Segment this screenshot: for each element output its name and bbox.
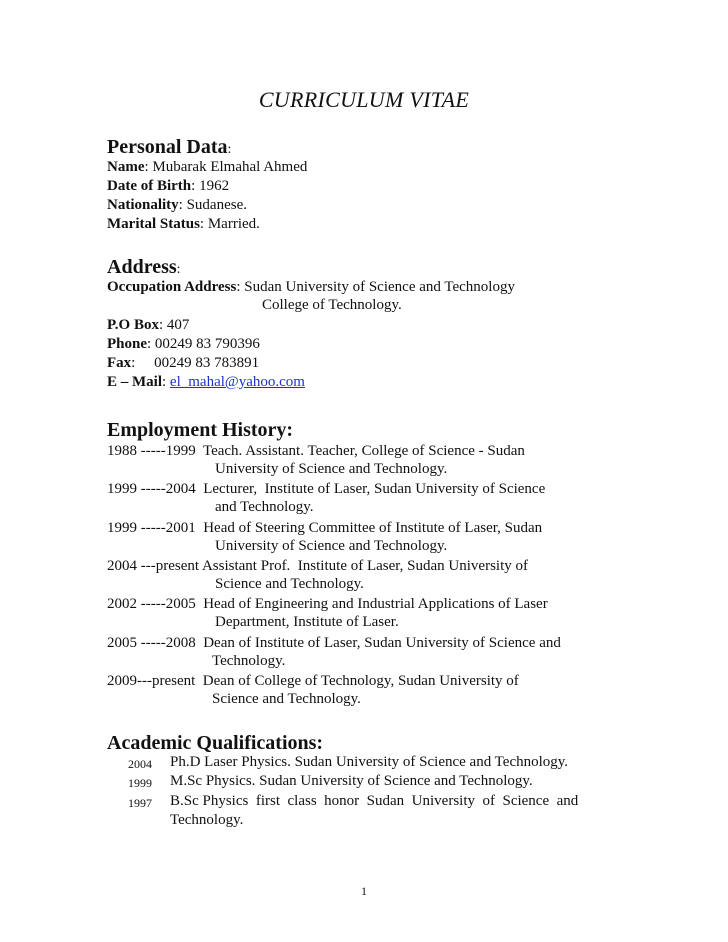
address-heading: [107, 256, 181, 279]
employment-entry-line2: Department, Institute of Laser.: [215, 614, 399, 631]
heading-colon: :: [227, 142, 232, 157]
email-label: E – Mail: [107, 374, 162, 390]
occupation-row: [107, 278, 515, 297]
fax-value: : 00249 83 783891: [131, 355, 260, 371]
pobox-row: [107, 316, 189, 335]
email-link[interactable]: el_mahal@yahoo.com: [169, 374, 305, 390]
fax-label: Fax: [107, 355, 132, 371]
fax-row: [107, 354, 259, 373]
employment-entry-line2: Technology.: [212, 652, 286, 669]
employment-entry-line1: 2005 -----2008 Dean of Institute of Laser, Sudan University of Science and: [107, 634, 561, 651]
employment-entry-line2: University of Science and Technology.: [215, 537, 448, 554]
personal-data-heading: [107, 136, 231, 159]
employment-entry-line1: 2009---present Dean of College of Technology, Sudan University of: [107, 672, 519, 689]
email-separator: :: [162, 374, 170, 390]
name-label: Name: [107, 159, 145, 175]
personal-data-heading-text: Personal Data: [107, 136, 228, 158]
dob-row: [107, 177, 229, 196]
occupation-label: Occupation Address: [107, 279, 237, 295]
name-value: : Mubarak Elmahal Ahmed: [144, 159, 308, 175]
email-row: [107, 373, 305, 392]
marital-row: [107, 215, 260, 234]
nationality-row: [107, 196, 247, 215]
document-title: CURRICULUM VITAE: [258, 87, 470, 112]
page-number: 1: [361, 884, 367, 898]
qualification-text: B.Sc Physics first class honor Sudan University of Science and: [170, 793, 579, 809]
pobox-value: : 407: [158, 317, 190, 333]
employment-entry-line2: Science and Technology.: [215, 575, 364, 592]
employment-entry-line1: 1999 -----2004 Lecturer, Institute of Laser, Sudan University of Science: [107, 481, 546, 498]
marital-label: Marital Status: [107, 216, 200, 232]
phone-value: : 00249 83 790396: [147, 336, 260, 352]
dob-label: Date of Birth: [107, 178, 192, 194]
qualification-year: 2004: [128, 757, 152, 771]
phone-row: [107, 335, 260, 354]
employment-entry-line1: 1999 -----2001 Head of Steering Committee of Institute of Laser, Sudan: [107, 519, 543, 536]
nationality-label: Nationality: [107, 197, 179, 213]
name-row: [107, 158, 307, 177]
academic-heading: Academic Qualifications:: [107, 732, 324, 754]
qualification-year: 1999: [128, 776, 152, 790]
heading-colon: :: [176, 262, 181, 277]
employment-entry-line1: 2004 ---present Assistant Prof. Institute of Laser, Sudan University of: [107, 557, 528, 574]
qualification-text: M.Sc Physics. Sudan University of Science and Technology.: [170, 773, 533, 789]
marital-value: : Married.: [199, 216, 260, 232]
employment-entry-line2: Science and Technology.: [212, 690, 361, 707]
employment-entry-line1: 2002 -----2005 Head of Engineering and Industrial Applications of Laser: [107, 596, 548, 613]
pobox-label: P.O Box: [107, 317, 159, 333]
employment-entry-line2: University of Science and Technology.: [215, 461, 448, 477]
qualification-year: 1997: [128, 796, 152, 810]
dob-value: : 1962: [191, 178, 230, 194]
qualification-text-line2: Technology.: [170, 812, 244, 828]
occupation-value-line2: College of Technology.: [262, 297, 402, 313]
employment-entry-line2: and Technology.: [215, 499, 314, 516]
qualification-text: Ph.D Laser Physics. Sudan University of Science and Technology.: [170, 754, 569, 770]
nationality-value: : Sudanese.: [178, 197, 247, 213]
employment-entry-line1: 1988 -----1999 Teach. Assistant. Teacher, College of Science - Sudan: [107, 443, 525, 459]
phone-label: Phone: [107, 336, 148, 352]
occupation-value: : Sudan University of Science and Technology: [236, 279, 515, 295]
employment-heading: Employment History:: [107, 419, 294, 441]
address-heading-text: Address: [107, 256, 177, 278]
